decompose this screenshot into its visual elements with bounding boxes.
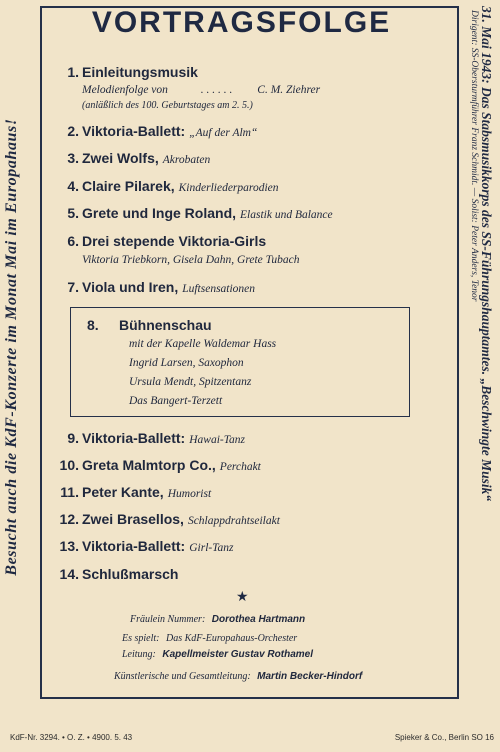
program-item: [67, 279, 256, 297]
item-name: Viktoria-Ballett:: [82, 538, 186, 554]
credit-label: Fräulein Nummer:: [130, 614, 206, 625]
item-name: Viktoria-Ballett:: [82, 123, 186, 139]
item-number: 5.: [67, 205, 79, 221]
item-number: 9.: [67, 430, 79, 446]
item-name: Claire Pilarek,: [82, 178, 175, 194]
item-name: Peter Kante,: [82, 484, 164, 500]
item-desc: „Auf der Alm“: [189, 127, 258, 139]
item-number: 4.: [67, 178, 79, 194]
program-item: [59, 538, 234, 556]
item-number: 7.: [67, 279, 79, 295]
program-item: [67, 233, 267, 251]
item-name: Drei stepende Viktoria-Girls: [82, 233, 267, 249]
item-desc: Kinderliederparodien: [178, 182, 279, 194]
item-name: Viola und Iren,: [82, 279, 179, 295]
item-number: 10.: [59, 457, 79, 473]
credit-line: [114, 671, 362, 682]
item-name: Schlußmarsch: [82, 566, 179, 582]
credit-line: [122, 633, 297, 644]
item-name: Zwei Brasellos,: [82, 511, 184, 527]
side-note-right-line2: Dirigent: SS-Obersturmführer Franz Schmidt. — Solist: Peter Anders, Tenor: [469, 10, 479, 302]
item-desc: Perchakt: [219, 461, 261, 473]
item-desc: Luftsensationen: [182, 283, 256, 295]
item-number: 1.: [67, 64, 79, 80]
credit-label: Künstlerische und Gesamtleitung:: [114, 671, 251, 682]
program-item: [59, 511, 280, 529]
side-note-right-line1: 31. Mai 1943: Das Stabsmusikkorps des SS-Führungshauptamtes. „Beschwingte Musik“: [479, 6, 494, 502]
page-title: VORTRAGSFOLGE: [91, 6, 392, 39]
program-item: [67, 150, 211, 168]
item-name: Viktoria-Ballett:: [82, 430, 186, 446]
item-name: Zwei Wolfs,: [82, 150, 159, 166]
item-name: Einleitungsmusik: [82, 64, 198, 80]
item-desc: Hawai-Tanz: [189, 434, 246, 446]
credit-line: [122, 649, 313, 660]
item-desc: Akrobaten: [162, 154, 211, 166]
footer-right: Spieker & Co., Berlin SO 16: [394, 733, 494, 742]
box-line: Ingrid Larsen, Saxophon: [129, 357, 244, 369]
item-desc: Schlappdrahtseilakt: [187, 515, 280, 527]
footer-left: KdF-Nr. 3294. • O. Z. • 4900. 5. 43: [10, 733, 133, 742]
item-number: 8.: [87, 317, 99, 333]
credit-label: Es spielt:: [122, 633, 160, 644]
program-item: [67, 64, 198, 82]
program-item: [67, 205, 333, 223]
program-item: [59, 566, 179, 584]
item-sub-dots: . . . . . .: [200, 84, 233, 96]
program-item: [59, 457, 261, 475]
program-item: [60, 484, 212, 502]
credit-value: Das KdF-Europahaus-Orchester: [166, 633, 298, 644]
side-note-right: [464, 0, 496, 700]
box-heading: Bühnenschau: [119, 317, 212, 333]
stage-show-box: [70, 307, 410, 417]
credit-value: Martin Becker-Hindorf: [257, 671, 363, 682]
item-number: 13.: [59, 538, 79, 554]
credit-label: Leitung:: [122, 649, 156, 660]
program-item: [67, 123, 258, 141]
credit-value: Dorothea Hartmann: [211, 614, 306, 625]
item-number: 14.: [59, 566, 79, 582]
side-note-left: Besucht auch die KdF-Konzerte im Monat Mai im Europahaus!: [3, 118, 20, 576]
item-name: Greta Malmtorp Co.,: [82, 457, 216, 473]
box-line: mit der Kapelle Waldemar Hass: [129, 338, 277, 350]
item-number: 11.: [60, 484, 79, 500]
item-sub-left: Melodienfolge von: [82, 84, 168, 96]
item-desc: Girl-Tanz: [189, 542, 234, 554]
box-line: Das Bangert-Terzett: [129, 395, 223, 407]
item-name: Grete und Inge Roland,: [82, 205, 237, 221]
item-desc: Humorist: [167, 488, 212, 500]
credit-line: [130, 614, 305, 625]
credit-value: Kapellmeister Gustav Rothamel: [162, 649, 313, 660]
item-subnote: (anläßlich des 100. Geburtstages am 2. 5.): [82, 100, 253, 111]
item-number: 2.: [67, 123, 79, 139]
item-subline: Viktoria Triebkorn, Gisela Dahn, Grete Tubach: [82, 254, 300, 266]
item-sub-right: C. M. Ziehrer: [257, 84, 321, 96]
item-subline: [82, 84, 320, 96]
item-number: 12.: [59, 511, 79, 527]
box-line: Ursula Mendt, Spitzentanz: [129, 376, 252, 388]
star-icon: ★: [236, 588, 249, 604]
program-item: [67, 178, 279, 196]
program-item: [67, 430, 246, 448]
item-number: 3.: [67, 150, 79, 166]
item-desc: Elastik und Balance: [240, 209, 333, 221]
item-number: 6.: [67, 233, 79, 249]
